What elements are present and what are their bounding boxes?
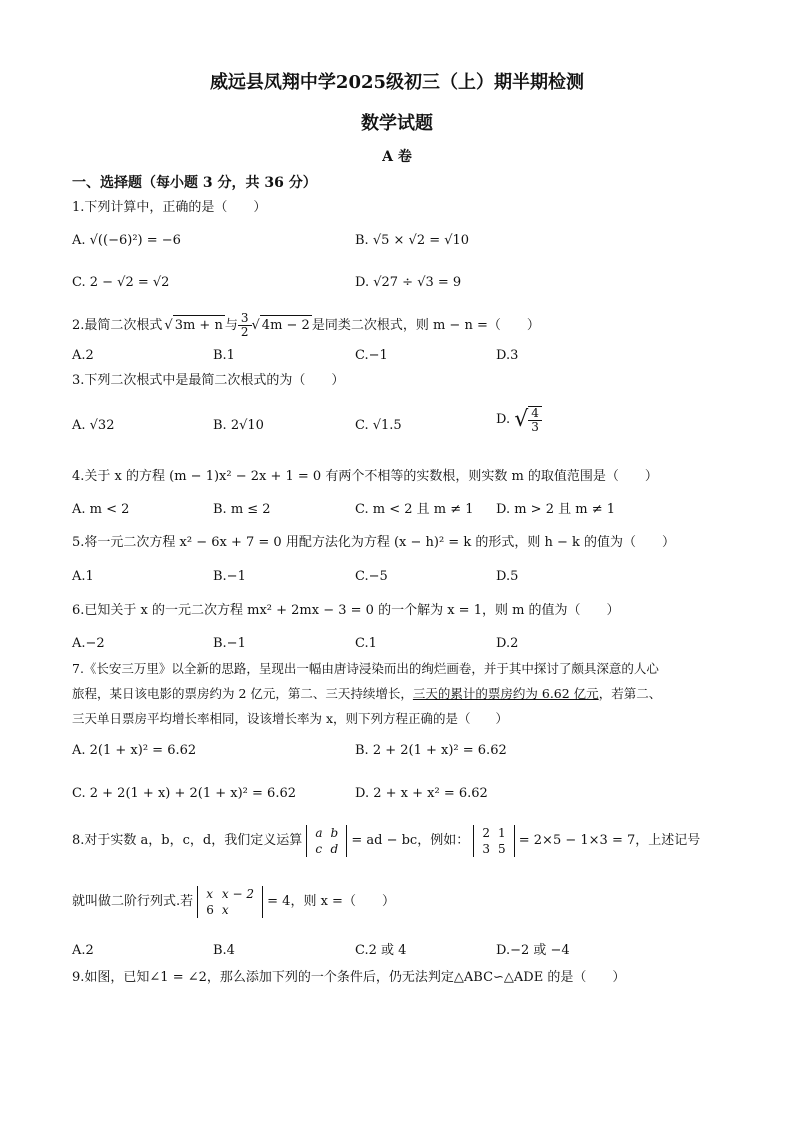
q2-option-c: C.−1 — [355, 348, 388, 363]
q8-stem-b: = ad − bc，例如： — [351, 833, 470, 848]
q7-option-d: D. 2 + x + x² = 6.62 — [355, 786, 488, 801]
q5-option-b: B.−1 — [213, 569, 246, 584]
exam-title: 威远县凤翔中学2025级初三（上）期半期检测 — [209, 72, 585, 93]
q1-option-d: D. √27 ÷ √3 = 9 — [355, 275, 462, 290]
question-6-stem: 6.已知关于 x 的一元二次方程 mx² + 2mx − 3 = 0 的一个解为 x = 1，则 m 的值为（ ） — [72, 603, 620, 618]
q4-option-b: B. m ≤ 2 — [213, 502, 271, 517]
q2-radical-1: 3m + n — [173, 315, 225, 336]
section-heading: 一、选择题（每小题 3 分，共 36 分） — [72, 175, 317, 191]
q5-option-a: A.1 — [72, 569, 94, 584]
q3-option-d: D. √ $\frac{4}{3}$ — [496, 406, 542, 434]
q5-option-c: C.−5 — [355, 569, 388, 584]
det3-a: x — [206, 887, 214, 901]
question-1-stem: 1.下列计算中，正确的是（ ） — [72, 200, 267, 215]
q3-option-b: B. 2√10 — [213, 418, 264, 433]
q8-option-d: D.−2 或 −4 — [496, 943, 570, 958]
q2-radical-2: 4m − 2 — [260, 315, 312, 336]
det1-c: c — [315, 842, 323, 856]
q1-option-a: A. √((−6)²) = −6 — [72, 233, 181, 248]
q4-option-c: C. m < 2 且 m ≠ 1 — [355, 502, 474, 517]
det1-d: d — [330, 842, 339, 856]
q4-option-a: A. m < 2 — [72, 502, 130, 517]
det1-b: b — [330, 826, 339, 840]
question-4-stem: 4.关于 x 的方程 (m − 1)x² − 2x + 1 = 0 有两个不相等的实数根，则实数 m 的取值范围是（ ） — [72, 469, 658, 484]
question-3-stem: 3.下列二次根式中是最简二次根式的为（ ） — [72, 373, 345, 388]
q5-option-d: D.5 — [496, 569, 519, 584]
question-7-line-1: 7.《长安三万里》以全新的思路，呈现出一幅由唐诗浸染而出的绚烂画卷，并于其中探讨了颇具深意的人心 — [72, 661, 659, 676]
det2-c: 3 — [482, 842, 490, 856]
q2-fraction-den: 2 — [240, 325, 249, 339]
q3-option-c: C. √1.5 — [355, 418, 402, 433]
question-8-line-1 — [72, 825, 700, 857]
q2-stem-c: 是同类二次根式，则 m − n =（ ） — [311, 318, 540, 333]
q4-option-d: D. m > 2 且 m ≠ 1 — [496, 502, 615, 517]
q8-determinant-equation — [197, 886, 263, 918]
q6-option-b: B.−1 — [213, 636, 246, 651]
q2-option-a: A.2 — [72, 348, 94, 363]
q7-line2-underlined: 三天的累计的票房约为 6.62 亿元 — [412, 686, 599, 701]
q2-stem-b: 与 — [224, 318, 238, 333]
q6-option-d: D.2 — [496, 636, 519, 651]
question-7-line-3: 三天单日票房平均增长率相同，设该增长率为 x，则下列方程正确的是（ ） — [72, 711, 509, 726]
q2-fraction — [238, 312, 252, 339]
q3-d-den: 3 — [531, 420, 539, 434]
det3-b: x − 2 — [221, 887, 255, 901]
q7-option-c: C. 2 + 2(1 + x) + 2(1 + x)² = 6.62 — [72, 786, 296, 801]
question-8-line-2 — [72, 886, 395, 918]
det3-c: 6 — [206, 903, 214, 917]
q8-option-b: B.4 — [213, 943, 235, 958]
q2-option-d: D.3 — [496, 348, 519, 363]
q6-option-a: A.−2 — [72, 636, 105, 651]
det2-a: 2 — [482, 826, 490, 840]
q8-determinant-example — [473, 825, 514, 857]
det1-a: a — [315, 826, 323, 840]
q8-option-c: C.2 或 4 — [355, 943, 407, 958]
q2-fraction-num: 3 — [238, 312, 252, 326]
q7-option-b: B. 2 + 2(1 + x)² = 6.62 — [355, 743, 507, 758]
q1-option-b: B. √5 × √2 = √10 — [355, 233, 470, 248]
q3-option-a: A. √32 — [72, 418, 115, 433]
q3-d-num: 4 — [528, 407, 542, 421]
question-7-line-2 — [72, 686, 661, 702]
question-9-stem: 9.如图，已知∠1 = ∠2，那么添加下列的一个条件后，仍无法判定△ABC∽△ADE 的是（ ） — [72, 970, 626, 985]
det3-d: x — [221, 903, 229, 917]
q6-option-c: C.1 — [355, 636, 377, 651]
q3-option-d-label: D. — [496, 412, 511, 427]
det2-d: 5 — [497, 842, 506, 856]
volume-label: A 卷 — [382, 149, 412, 165]
q8-stem-a: 8.对于实数 a，b，c，d，我们定义运算 — [72, 833, 303, 848]
det2-b: 1 — [497, 826, 506, 840]
exam-subtitle: 数学试题 — [361, 113, 433, 134]
question-5-stem: 5.将一元二次方程 x² − 6x + 7 = 0 用配方法化为方程 (x − h)² = k 的形式，则 h − k 的值为（ ） — [72, 535, 676, 550]
q7-line2-b: ，若第二、 — [598, 686, 662, 701]
q8-stem-d: 就叫做二阶行列式.若 — [72, 894, 194, 909]
q7-option-a: A. 2(1 + x)² = 6.62 — [72, 743, 197, 758]
q8-option-a: A.2 — [72, 943, 94, 958]
q8-determinant-def — [306, 825, 347, 857]
q7-line2-a: 旅程，某日该电影的票房约为 2 亿元，第二、三天持续增长， — [72, 686, 413, 701]
q3-option-d-fraction — [528, 406, 542, 434]
q8-stem-e: = 4，则 x =（ ） — [267, 894, 395, 909]
q2-stem-a: 2.最简二次根式 — [72, 318, 163, 333]
q8-stem-c: = 2×5 − 1×3 = 7，上述记号 — [518, 833, 701, 848]
q2-option-b: B.1 — [213, 348, 235, 363]
q1-option-c: C. 2 − √2 = √2 — [72, 275, 170, 290]
question-2-stem: 2.最简二次根式 √ 3m + n 与 $\frac{3}{2}$ √ 4m − 2 是同类二次根式，则 m − n =（ ） — [72, 311, 540, 339]
